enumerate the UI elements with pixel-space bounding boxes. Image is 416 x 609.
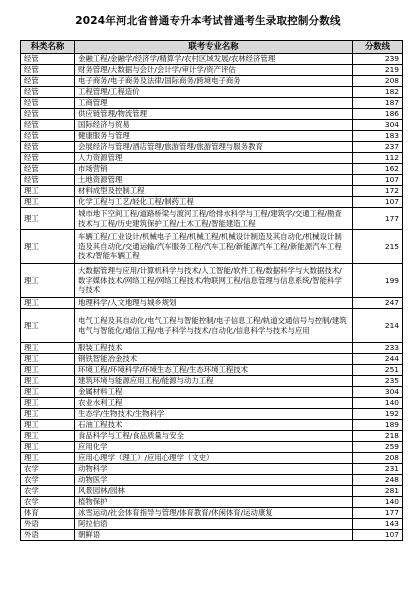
table-row	[21, 197, 403, 208]
majors-cell: 钢铁智能冶金技术	[75, 354, 353, 365]
category-cell: 理工	[21, 230, 75, 264]
table-row	[21, 309, 403, 343]
category-cell: 经管	[21, 142, 75, 153]
category-cell: 理工	[21, 387, 75, 398]
table-row	[21, 486, 403, 497]
table-row	[21, 264, 403, 298]
category-cell: 理工	[21, 354, 75, 365]
table-row	[21, 153, 403, 164]
table-body	[21, 54, 403, 541]
score-cell: 183	[353, 131, 403, 142]
table-row	[21, 98, 403, 109]
category-cell: 农学	[21, 486, 75, 497]
category-cell: 理工	[21, 186, 75, 197]
table-row	[21, 54, 403, 65]
table-row	[21, 398, 403, 409]
table-row	[21, 298, 403, 309]
majors-cell: 建筑环境与能源应用工程/能源与动力工程	[75, 376, 353, 387]
category-cell: 理工	[21, 442, 75, 453]
category-cell: 理工	[21, 376, 75, 387]
score-cell: 192	[353, 409, 403, 420]
score-cell: 107	[353, 175, 403, 186]
score-cell: 107	[353, 530, 403, 541]
category-cell: 理工	[21, 365, 75, 376]
majors-cell: 工商管理	[75, 98, 353, 109]
category-cell: 经管	[21, 153, 75, 164]
score-cell: 248	[353, 475, 403, 486]
majors-cell: 阿拉伯语	[75, 519, 353, 530]
majors-cell: 土地资源管理	[75, 175, 353, 186]
majors-cell: 服装工程技术	[75, 343, 353, 354]
majors-cell: 电子商务/电子商务及法律/国际商务/跨境电子商务	[75, 76, 353, 87]
score-cell: 259	[353, 442, 403, 453]
table-row	[21, 431, 403, 442]
score-cell: 215	[353, 230, 403, 264]
table-header-row	[21, 41, 403, 54]
score-cell: 182	[353, 87, 403, 98]
category-cell: 经管	[21, 120, 75, 131]
table-row	[21, 186, 403, 197]
majors-cell: 大数据管理与应用/计算机科学与技术/人工智能/软件工程/数据科学与大数据技术/数字媒体技术/网络工程/网络工程技术/物联网工程/信息管理与信息系统/智能科学与技术	[75, 264, 353, 298]
table-row	[21, 175, 403, 186]
majors-cell: 财务管理/大数据与会计/会计学/审计学/资产评估	[75, 65, 353, 76]
score-cell: 304	[353, 387, 403, 398]
category-cell: 经管	[21, 164, 75, 175]
table-row	[21, 530, 403, 541]
table-row	[21, 453, 403, 464]
majors-cell: 生态学/生物技术/生物科学	[75, 409, 353, 420]
table-row	[21, 354, 403, 365]
majors-cell: 工程管理/工程造价	[75, 87, 353, 98]
majors-cell: 材料成型及控制工程	[75, 186, 353, 197]
table-row	[21, 65, 403, 76]
category-cell: 经管	[21, 175, 75, 186]
category-cell: 经管	[21, 87, 75, 98]
header-category: 科类名称	[21, 41, 75, 54]
majors-cell: 农业水利工程	[75, 398, 353, 409]
category-cell: 外语	[21, 530, 75, 541]
table-row	[21, 464, 403, 475]
majors-cell: 石油工程技术	[75, 420, 353, 431]
score-cell: 235	[353, 376, 403, 387]
table-row	[21, 376, 403, 387]
majors-cell: 食品科学与工程/食品质量与安全	[75, 431, 353, 442]
table-row	[21, 475, 403, 486]
category-cell: 农学	[21, 475, 75, 486]
table-row	[21, 508, 403, 519]
category-cell: 理工	[21, 343, 75, 354]
score-cell: 208	[353, 453, 403, 464]
score-cell: 189	[353, 420, 403, 431]
majors-cell: 会展经济与管理/酒店管理/旅游管理/旅游管理与服务教育	[75, 142, 353, 153]
category-cell: 经管	[21, 98, 75, 109]
table-row	[21, 230, 403, 264]
score-cell: 233	[353, 343, 403, 354]
majors-cell: 健康服务与管理	[75, 131, 353, 142]
score-cell: 247	[353, 298, 403, 309]
table-row	[21, 87, 403, 98]
score-cell: 187	[353, 98, 403, 109]
score-cell: 143	[353, 519, 403, 530]
majors-cell: 金融工程/金融学/经济学/精算学/农村区域发展/农林经济管理	[75, 54, 353, 65]
majors-cell: 朝鲜语	[75, 530, 353, 541]
score-cell: 140	[353, 497, 403, 508]
score-cell: 281	[353, 486, 403, 497]
table-row	[21, 409, 403, 420]
category-cell: 理工	[21, 453, 75, 464]
majors-cell: 风景园林/园林	[75, 486, 353, 497]
majors-cell: 动物科学	[75, 464, 353, 475]
table-row	[21, 442, 403, 453]
table-row	[21, 142, 403, 153]
majors-cell: 人力资源管理	[75, 153, 353, 164]
category-cell: 理工	[21, 309, 75, 343]
majors-cell: 环境工程/环境科学/环境生态工程/生态环境工程技术	[75, 365, 353, 376]
score-cell: 162	[353, 164, 403, 175]
table-row	[21, 365, 403, 376]
score-cell: 304	[353, 120, 403, 131]
score-cell: 214	[353, 309, 403, 343]
score-cell: 177	[353, 208, 403, 230]
category-cell: 经管	[21, 65, 75, 76]
category-cell: 外语	[21, 519, 75, 530]
majors-cell: 化学工程与工艺/轻化工程/制药工程	[75, 197, 353, 208]
majors-cell: 应用化学	[75, 442, 353, 453]
score-cell: 244	[353, 354, 403, 365]
category-cell: 经管	[21, 54, 75, 65]
table-row	[21, 343, 403, 354]
score-cell: 199	[353, 264, 403, 298]
majors-cell: 国际经济与贸易	[75, 120, 353, 131]
category-cell: 理工	[21, 409, 75, 420]
majors-cell: 供应链管理/物流管理	[75, 109, 353, 120]
score-cell: 251	[353, 365, 403, 376]
table-row	[21, 497, 403, 508]
category-cell: 理工	[21, 420, 75, 431]
category-cell: 经管	[21, 131, 75, 142]
table-row	[21, 109, 403, 120]
category-cell: 理工	[21, 431, 75, 442]
category-cell: 理工	[21, 298, 75, 309]
score-cell: 140	[353, 398, 403, 409]
majors-cell: 地理科学/人文地理与城乡规划	[75, 298, 353, 309]
category-cell: 农学	[21, 497, 75, 508]
table-row	[21, 420, 403, 431]
majors-cell: 市场营销	[75, 164, 353, 175]
table-row	[21, 208, 403, 230]
score-cell: 107	[353, 197, 403, 208]
score-cell: 219	[353, 65, 403, 76]
majors-cell: 动物医学	[75, 475, 353, 486]
category-cell: 体育	[21, 508, 75, 519]
category-cell: 经管	[21, 76, 75, 87]
table-row	[21, 76, 403, 87]
majors-cell: 应用心理学（理工）/应用心理学（文史）	[75, 453, 353, 464]
table-row	[21, 120, 403, 131]
category-cell: 理工	[21, 197, 75, 208]
majors-cell: 车辆工程/工业设计/机械电子工程/机械工程/机械设计制造及其自动化/机械设计制造及其自动化/交通运输/汽车服务工程/汽车工程/新能源汽车工程/新能源汽车工程技术/智能车辆工程	[75, 230, 353, 264]
score-cell: 239	[353, 54, 403, 65]
score-cell: 231	[353, 464, 403, 475]
category-cell: 理工	[21, 264, 75, 298]
majors-cell: 冰雪运动/社会体育指导与管理/体育教育/休闲体育/运动康复	[75, 508, 353, 519]
category-cell: 理工	[21, 208, 75, 230]
majors-cell: 植物保护	[75, 497, 353, 508]
score-cell: 177	[353, 508, 403, 519]
score-table	[20, 40, 403, 541]
score-cell: 208	[353, 76, 403, 87]
score-cell: 186	[353, 109, 403, 120]
score-cell: 218	[353, 431, 403, 442]
score-cell: 237	[353, 142, 403, 153]
score-cell: 172	[353, 186, 403, 197]
document-title: 2024年河北省普通专升本考试普通考生录取控制分数线	[75, 15, 341, 27]
score-cell: 112	[353, 153, 403, 164]
header-score: 分数线	[353, 41, 403, 54]
table-row	[21, 131, 403, 142]
table-row	[21, 387, 403, 398]
category-cell: 经管	[21, 109, 75, 120]
category-cell: 理工	[21, 398, 75, 409]
table-row	[21, 164, 403, 175]
majors-cell: 电气工程及其自动化/电气工程与智能控制/电子信息工程/轨道交通信号与控制/建筑电气与智能化/通信工程/电子科学与技术/自动化/信息科学与技术与应用	[75, 309, 353, 343]
majors-cell: 金属材料工程	[75, 387, 353, 398]
header-majors: 联考专业名称	[75, 41, 353, 54]
table-row	[21, 519, 403, 530]
majors-cell: 城市地下空间工程/道路桥梁与渡河工程/给排水科学与工程/建筑学/交通工程/勘查技术与工程/历史建筑保护工程/土木工程/智能建造工程	[75, 208, 353, 230]
category-cell: 农学	[21, 464, 75, 475]
